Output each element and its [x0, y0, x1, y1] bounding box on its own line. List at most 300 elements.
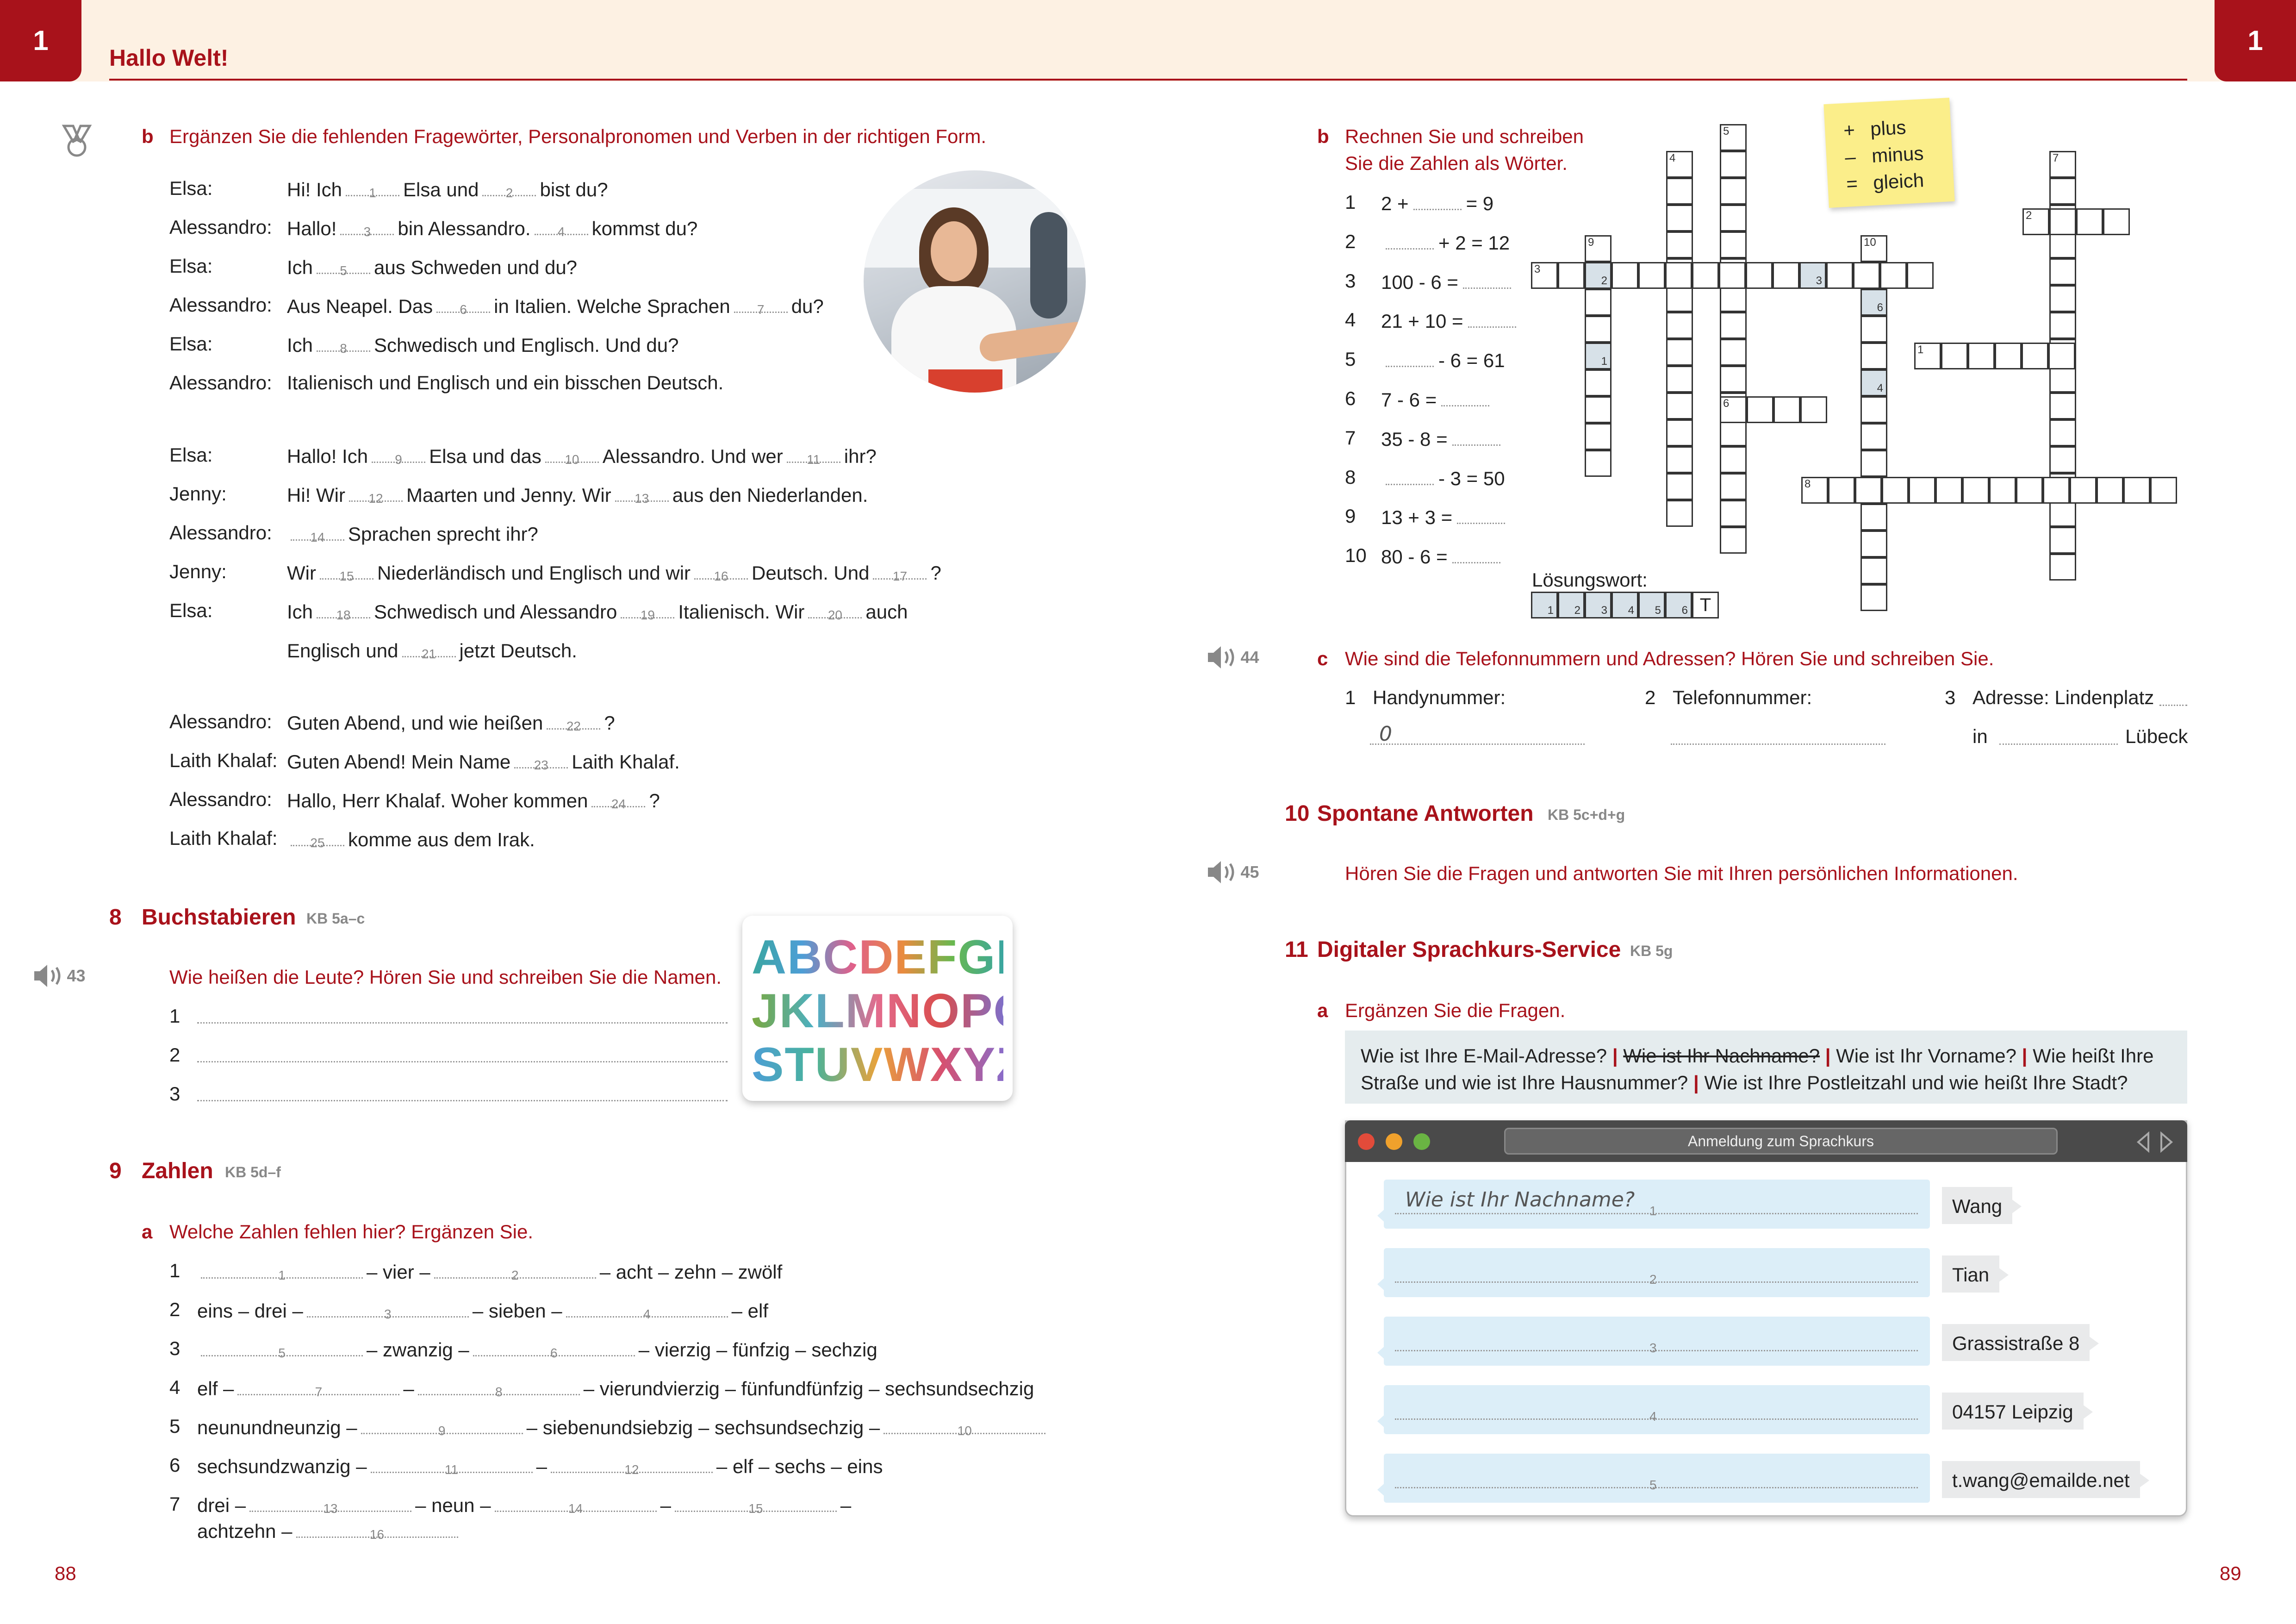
crossword-cell[interactable] [1860, 504, 1887, 531]
gap-number: 14 [568, 1501, 583, 1516]
ex9c-item-1-label: Handynummer: [1373, 687, 1506, 708]
ex9a-row [197, 1338, 877, 1361]
ex8-instruction: Wie heißen die Leute? Hören Sie und schreiben Sie die Namen. [169, 966, 722, 988]
dialogue-line [287, 372, 723, 394]
crossword-cell[interactable] [2076, 208, 2103, 235]
ex9b-row [1381, 506, 1510, 528]
crossword-cell[interactable] [1666, 393, 1693, 419]
page-number-left: 88 [55, 1562, 76, 1584]
crossword-cell[interactable] [1585, 450, 1612, 477]
gap-number: 10 [565, 452, 579, 467]
ex9c-item-3-line-a[interactable] [2159, 705, 2187, 706]
crossword-cell[interactable] [1585, 369, 1612, 396]
ex9b-left: 100 - 6 = [1381, 271, 1458, 293]
gap-field[interactable] [873, 561, 927, 584]
gap-field[interactable] [1452, 545, 1500, 563]
gap-field[interactable] [808, 600, 862, 623]
crossword-cell[interactable] [1666, 366, 1693, 393]
crossword-cell[interactable] [1612, 262, 1638, 289]
crossword-cell[interactable] [1720, 473, 1747, 500]
ex9a-text: sechsundzwanzig – [197, 1455, 367, 1477]
dialogue-speaker: Alessandro: [169, 372, 272, 394]
ex10-instruction: Hören Sie die Fragen und antworten Sie mit Ihren persönlichen Informationen. [1345, 862, 2018, 884]
gap-field[interactable] [1386, 349, 1434, 367]
photo-handshake [864, 170, 1086, 393]
ex9c-in: in [1972, 725, 1988, 747]
ex9b-left: 13 + 3 = [1381, 506, 1453, 529]
dialogue-text: Englisch und [287, 640, 398, 662]
gap-field[interactable] [547, 711, 600, 734]
gap-number: 23 [534, 758, 548, 773]
crossword-cell[interactable] [1585, 316, 1612, 343]
crossword-cell[interactable] [2049, 151, 2076, 178]
operator-symbol: – [1844, 145, 1856, 168]
gap-number: 17 [892, 569, 908, 584]
crossword-cell[interactable] [1860, 423, 1887, 450]
gap-field[interactable] [436, 294, 490, 317]
crossword-cell[interactable] [2150, 477, 2177, 504]
crossword-cell[interactable] [1968, 343, 1995, 369]
crossword-cell[interactable] [1935, 477, 1962, 504]
crossword-cell[interactable] [1860, 584, 1887, 611]
loesungswort-cell[interactable] [1612, 592, 1638, 618]
crossword-cell[interactable] [2049, 527, 2076, 554]
dialogue-text: Maarten und Jenny. Wir [406, 484, 611, 506]
ex9a-text: – vier – [367, 1261, 430, 1283]
ex9a-text: – zwanzig – [367, 1339, 469, 1361]
ex10-title: Spontane Antworten [1317, 801, 1534, 826]
crossword-cell[interactable] [1800, 396, 1827, 423]
question-box-line-2 [1361, 1069, 2172, 1096]
gap-number: 1 [278, 1268, 286, 1283]
gap-field[interactable] [291, 828, 344, 850]
ex9c-item-1-value[interactable]: 0 [1379, 722, 1392, 746]
answer-bubble: t.wang@emailde.net [1942, 1461, 2140, 1498]
crossword-cell[interactable] [1585, 289, 1612, 316]
window-address-bar[interactable] [1504, 1128, 2058, 1155]
crossword-cell[interactable] [1585, 343, 1612, 369]
gap-field[interactable] [1386, 231, 1434, 250]
crossword-cell[interactable] [1666, 178, 1693, 205]
crossword-cell[interactable] [1860, 531, 1887, 557]
photo-person-face [931, 221, 977, 281]
q-vorname: Wie ist Ihr Vorname? [1836, 1045, 2016, 1067]
ex9c-item-3-line-b[interactable] [1999, 743, 2118, 745]
ex9-number: 9 [109, 1159, 122, 1183]
ex9b-row-number: 5 [1345, 348, 1356, 370]
gap-number: 20 [828, 608, 842, 623]
gap-number: 6 [460, 302, 467, 317]
gap-field[interactable] [201, 1338, 363, 1361]
crossword-cell[interactable] [1882, 477, 1909, 504]
crossword-cell[interactable] [2049, 393, 2076, 419]
gap-field[interactable] [495, 1493, 657, 1516]
crossword-cell[interactable] [2049, 178, 2076, 205]
crossword-cell[interactable] [1585, 235, 1612, 262]
ex10-audio[interactable] [1206, 859, 1259, 885]
crossword-cell[interactable] [1941, 343, 1968, 369]
cell-letter: T [1699, 595, 1711, 615]
crossword-cell[interactable] [1585, 423, 1612, 450]
crossword-cell[interactable] [1855, 477, 1882, 504]
crossword-cell[interactable] [1666, 419, 1693, 446]
crossword-cell[interactable] [1666, 151, 1693, 178]
dialogue-line [287, 711, 615, 734]
crossword-cell[interactable] [1585, 396, 1612, 423]
window-title: Anmeldung zum Sprachkurs [1688, 1133, 1874, 1149]
gap-number: 19 [640, 608, 655, 623]
crossword-cell[interactable] [1558, 262, 1585, 289]
gap-field[interactable] [1457, 506, 1505, 524]
crossword-cell[interactable] [1799, 262, 1826, 289]
crossword-cell[interactable] [1692, 262, 1719, 289]
gap-field[interactable] [361, 1416, 523, 1438]
dialogue-text: Ich [287, 601, 313, 623]
sticky-note [1823, 98, 1954, 208]
ex9c-item-1-line[interactable] [1370, 743, 1585, 745]
ex9b-row-number: 3 [1345, 269, 1356, 292]
speaker-icon [32, 963, 65, 989]
cell-number: 5 [1723, 125, 1730, 137]
crossword-cell[interactable] [1666, 500, 1693, 527]
gap-number: 1 [369, 186, 376, 200]
crossword-cell[interactable] [1720, 419, 1747, 446]
question-input-bubble[interactable] [1384, 1454, 1930, 1503]
dialogue-speaker: Elsa: [169, 177, 213, 199]
ex9b-row [1381, 309, 1521, 332]
ex9b-right: - 6 = 61 [1438, 350, 1505, 372]
gap-number: 16 [369, 1527, 385, 1542]
crossword-cell[interactable] [1853, 262, 1880, 289]
crossword-cell[interactable] [2070, 477, 2097, 504]
ex7b-letter: b [142, 125, 154, 147]
ex9a-row [197, 1260, 782, 1283]
window-close-button[interactable] [1358, 1133, 1375, 1150]
ex9c-audio[interactable] [1206, 644, 1259, 670]
alphabet-row-1: ABCDEFGHI [752, 931, 1046, 984]
gap-field[interactable] [418, 1377, 580, 1399]
operator-symbol: = [1846, 172, 1859, 195]
gap-field[interactable] [545, 444, 599, 467]
ex9b-left: 21 + 10 = [1381, 310, 1463, 332]
crossword-cell[interactable] [2049, 231, 2076, 258]
dialogue-speaker: Jenny: [169, 483, 227, 505]
crossword-cell[interactable] [1962, 477, 1989, 504]
cell-number: 3 [1534, 263, 1541, 275]
crossword-cell[interactable] [2049, 312, 2076, 339]
sticky-note-line [1846, 165, 1954, 198]
ex7b-instruction: Ergänzen Sie die fehlenden Fragewörter, Personalpronomen und Verben in der richtigen Form. [169, 125, 987, 147]
dialogue-text: Hallo, Herr Khalaf. Woher kommen [287, 790, 588, 812]
gap-field[interactable] [317, 600, 370, 623]
ex9b-right: - 3 = 50 [1438, 467, 1505, 489]
gap-field[interactable] [1441, 388, 1489, 406]
ex8-answer-line[interactable] [197, 1022, 728, 1024]
gap-field[interactable] [884, 1416, 1045, 1438]
crossword-cell[interactable] [1720, 205, 1747, 231]
crossword-cell[interactable] [1720, 339, 1747, 366]
gap-field[interactable] [1386, 467, 1434, 485]
dialogue-text: Hallo! [287, 218, 337, 239]
crossword-cell[interactable] [1828, 477, 1855, 504]
crossword-cell[interactable] [1638, 262, 1665, 289]
crossword-cell[interactable] [1860, 343, 1887, 369]
gap-field[interactable] [317, 333, 370, 356]
gap-field[interactable] [1463, 270, 1511, 289]
gap-number: 8 [495, 1385, 503, 1399]
dialogue-text: Ich [287, 256, 313, 278]
ex9c-item-2-line[interactable] [1671, 743, 1885, 745]
crossword-cell[interactable] [2097, 477, 2123, 504]
sep: | [1825, 1045, 1836, 1067]
ex8-answer-line[interactable] [197, 1100, 728, 1101]
gap-field[interactable] [249, 1493, 411, 1516]
crossword-cell[interactable] [1531, 262, 1558, 289]
crossword-cell[interactable] [1720, 285, 1747, 312]
crossword-cell[interactable] [1666, 473, 1693, 500]
gap-field[interactable] [1413, 192, 1462, 210]
gap-field[interactable] [434, 1260, 596, 1283]
gap-field[interactable] [514, 750, 568, 773]
loesungswort-cell[interactable] [1692, 592, 1719, 618]
crossword-cell[interactable] [1746, 262, 1773, 289]
ex9b-right: = 9 [1466, 193, 1494, 214]
window-maximize-button[interactable] [1413, 1133, 1430, 1150]
alphabet-row-3: STUVWXYZ [752, 1038, 1027, 1092]
crossword-cell[interactable] [1720, 231, 1747, 258]
crossword-cell[interactable] [1995, 343, 2022, 369]
ex8-title: Buchstabieren [142, 905, 296, 930]
crossword-cell[interactable] [1666, 285, 1693, 312]
gap-field[interactable] [402, 639, 456, 662]
dialogue-text: aus Schweden und du? [374, 256, 578, 278]
dialogue-text: Guten Abend, und wie heißen [287, 712, 543, 734]
crossword-cell[interactable] [1666, 312, 1693, 339]
gap-field[interactable] [535, 217, 588, 239]
dialogue-line [287, 561, 941, 584]
crossword-cell[interactable] [1860, 369, 1887, 396]
crossword-cell[interactable] [1720, 178, 1747, 205]
crossword-cell[interactable] [1585, 262, 1612, 289]
operator-symbol: + [1843, 119, 1856, 142]
loesungswort-cell[interactable] [1638, 592, 1665, 618]
q-nachname-struck: Wie ist Ihr Nachname? [1623, 1045, 1820, 1067]
dialogue-line [287, 522, 538, 545]
back-arrow-icon[interactable] [2135, 1131, 2151, 1153]
gap-field[interactable] [307, 1299, 469, 1322]
crossword-cell[interactable] [2049, 285, 2076, 312]
crossword-cell[interactable] [1720, 446, 1747, 473]
crossword-cell[interactable] [1666, 339, 1693, 366]
crossword-cell[interactable] [2022, 208, 2049, 235]
crossword-cell[interactable] [1720, 500, 1747, 527]
dialogue-line [287, 600, 908, 623]
gap-field[interactable] [566, 1299, 728, 1322]
gap-field[interactable] [675, 1493, 837, 1516]
q-strasse-a: Wie heißt Ihre [2033, 1045, 2154, 1067]
gap-field[interactable] [346, 178, 399, 200]
dialogue-text: Niederländisch und Englisch und wir [377, 562, 691, 584]
gap-field[interactable] [787, 444, 840, 467]
sticky-note-lines [1843, 112, 1954, 198]
loesungswort-cell[interactable] [1665, 592, 1692, 618]
gap-field[interactable] [320, 561, 373, 584]
crossword-cell[interactable] [1666, 231, 1693, 258]
gap-field[interactable] [473, 1338, 635, 1361]
dialogue-text: Ich [287, 334, 313, 356]
question-input-bubble[interactable] [1384, 1317, 1930, 1366]
ex9a-text: – neun – [415, 1494, 491, 1516]
loesungswort-cell[interactable] [1585, 592, 1612, 618]
crossword-cell[interactable] [1860, 450, 1887, 477]
dialogue-text: bin Alessandro. [398, 218, 531, 239]
ex10-kb: KB 5c+d+g [1548, 806, 1625, 823]
speaker-icon [1206, 644, 1238, 670]
dialogue-line [287, 828, 535, 850]
gap-field[interactable] [1452, 427, 1500, 446]
crossword-cell[interactable] [1666, 446, 1693, 473]
crossword-cell[interactable] [1801, 477, 1828, 504]
gap-field[interactable] [371, 1455, 533, 1477]
ex9c-item-3-label: Adresse: Lindenplatz [1972, 687, 2154, 708]
crossword-cell[interactable] [1773, 262, 1799, 289]
gap-number: 11 [807, 452, 821, 467]
crossword-cell[interactable] [2103, 208, 2130, 235]
crossword-cell[interactable] [2049, 446, 2076, 473]
loesungswort-cell[interactable] [1531, 592, 1558, 618]
crossword-cell[interactable] [2049, 554, 2076, 581]
ex9b-letter: b [1317, 125, 1329, 147]
gap-field[interactable] [317, 256, 370, 278]
crossword-cell[interactable] [1989, 477, 2016, 504]
gap-number: 9 [438, 1424, 446, 1438]
dialogue-text: bist du? [540, 179, 608, 200]
ex9b-row [1381, 388, 1494, 411]
crossword-cell[interactable] [1666, 205, 1693, 231]
ex8-audio[interactable] [32, 963, 86, 989]
question-input-bubble[interactable] [1384, 1385, 1930, 1434]
sep: | [1612, 1045, 1624, 1067]
crossword-cell[interactable] [1720, 396, 1747, 423]
ex8-answer-line[interactable] [197, 1061, 728, 1062]
crossword-cell[interactable] [2049, 419, 2076, 446]
gap-number: 2 [511, 1268, 519, 1283]
ex9a-row [197, 1377, 1034, 1399]
gap-field[interactable] [372, 444, 425, 467]
gap-field[interactable] [591, 789, 645, 812]
crossword-cell[interactable] [1720, 151, 1747, 178]
first-question-text: Wie ist Ihr Nachname? [1405, 1188, 1635, 1212]
crossword-cell[interactable] [1720, 124, 1747, 151]
crossword-cell[interactable] [1773, 396, 1800, 423]
gap-field[interactable] [349, 483, 403, 506]
cell-number: 3 [1816, 275, 1822, 287]
gap-field[interactable] [615, 483, 669, 506]
ex9b-row-number: 10 [1345, 544, 1367, 567]
crossword-cell[interactable] [1826, 262, 1853, 289]
ex9c-item-3-num: 3 [1945, 687, 1956, 708]
gap-field[interactable] [734, 294, 788, 317]
photo-person-skirt [928, 369, 1002, 393]
ex9a-text: – elf – sechs – eins [716, 1455, 883, 1477]
bubble-tail [1377, 1276, 1387, 1293]
ex9b-row [1381, 467, 1505, 489]
crossword-cell[interactable] [1720, 312, 1747, 339]
crossword-cell[interactable] [1860, 235, 1887, 262]
gap-field[interactable] [551, 1455, 713, 1477]
gap-number: 12 [624, 1462, 639, 1477]
crossword-cell[interactable] [2016, 477, 2043, 504]
crossword-cell[interactable] [1860, 396, 1887, 423]
gap-field[interactable] [291, 522, 344, 545]
photo-bg-person [1030, 212, 1067, 319]
ex9a-text: – siebenundsiebzig – sechsundsechzig – [526, 1417, 880, 1438]
gap-number: 3 [384, 1307, 392, 1322]
crossword-cell[interactable] [2043, 477, 2070, 504]
crossword-cell[interactable] [2048, 343, 2075, 369]
gap-field[interactable] [296, 1519, 458, 1542]
question-input-bubble[interactable] [1384, 1248, 1930, 1297]
crossword-cell[interactable] [2049, 258, 2076, 285]
forward-arrow-icon[interactable] [2159, 1131, 2174, 1153]
ex9a-text: drei – [197, 1494, 246, 1516]
loesungswort-cell[interactable] [1558, 592, 1585, 618]
gap-number: 4 [557, 225, 565, 239]
dialogue-line [287, 750, 680, 773]
crossword-cell[interactable] [1860, 289, 1887, 316]
ex10-audio-track: 45 [1240, 862, 1259, 881]
crossword-cell[interactable] [2022, 343, 2048, 369]
gap-number: 22 [566, 719, 581, 734]
gap-field[interactable] [1468, 309, 1516, 328]
crossword-cell[interactable] [1860, 316, 1887, 343]
alphabet-row-2: JKLMNOPQR [752, 984, 1068, 1038]
gap-field[interactable] [482, 178, 536, 200]
loesungswort-label: Lösungswort: [1532, 569, 1648, 591]
cell-number: 6 [1877, 301, 1883, 314]
crossword-cell[interactable] [1907, 262, 1934, 289]
cell-number: 4 [1669, 152, 1676, 164]
crossword-cell[interactable] [1720, 527, 1747, 554]
crossword-cell[interactable] [1914, 343, 1941, 369]
crossword-cell[interactable] [1665, 262, 1692, 289]
gap-field[interactable] [621, 600, 674, 623]
crossword-cell[interactable] [1909, 477, 1935, 504]
crossword-cell[interactable] [2049, 500, 2076, 527]
crossword-cell[interactable] [2123, 477, 2150, 504]
gap-field[interactable] [237, 1377, 399, 1399]
cell-number: 9 [1588, 236, 1594, 249]
crossword-cell[interactable] [1880, 262, 1907, 289]
ex9a-instruction: Welche Zahlen fehlen hier? Ergänzen Sie. [169, 1221, 534, 1243]
crossword-cell[interactable] [1747, 396, 1773, 423]
crossword-cell[interactable] [2049, 208, 2076, 235]
crossword-cell[interactable] [1719, 262, 1746, 289]
crossword-cell[interactable] [2049, 366, 2076, 393]
crossword-cell[interactable] [1860, 557, 1887, 584]
ex9c-letter: c [1317, 648, 1328, 669]
gap-field[interactable] [340, 217, 394, 239]
ex9b-row [1381, 192, 1493, 214]
ex9a-row [197, 1519, 462, 1542]
gap-field[interactable] [201, 1260, 363, 1283]
window-minimize-button[interactable] [1386, 1133, 1402, 1150]
dialogue-text: ? [930, 562, 941, 584]
question-box-line-1 [1361, 1043, 2172, 1069]
crossword-cell[interactable] [1720, 366, 1747, 393]
dialogue-line [287, 256, 577, 278]
gap-field[interactable] [694, 561, 748, 584]
